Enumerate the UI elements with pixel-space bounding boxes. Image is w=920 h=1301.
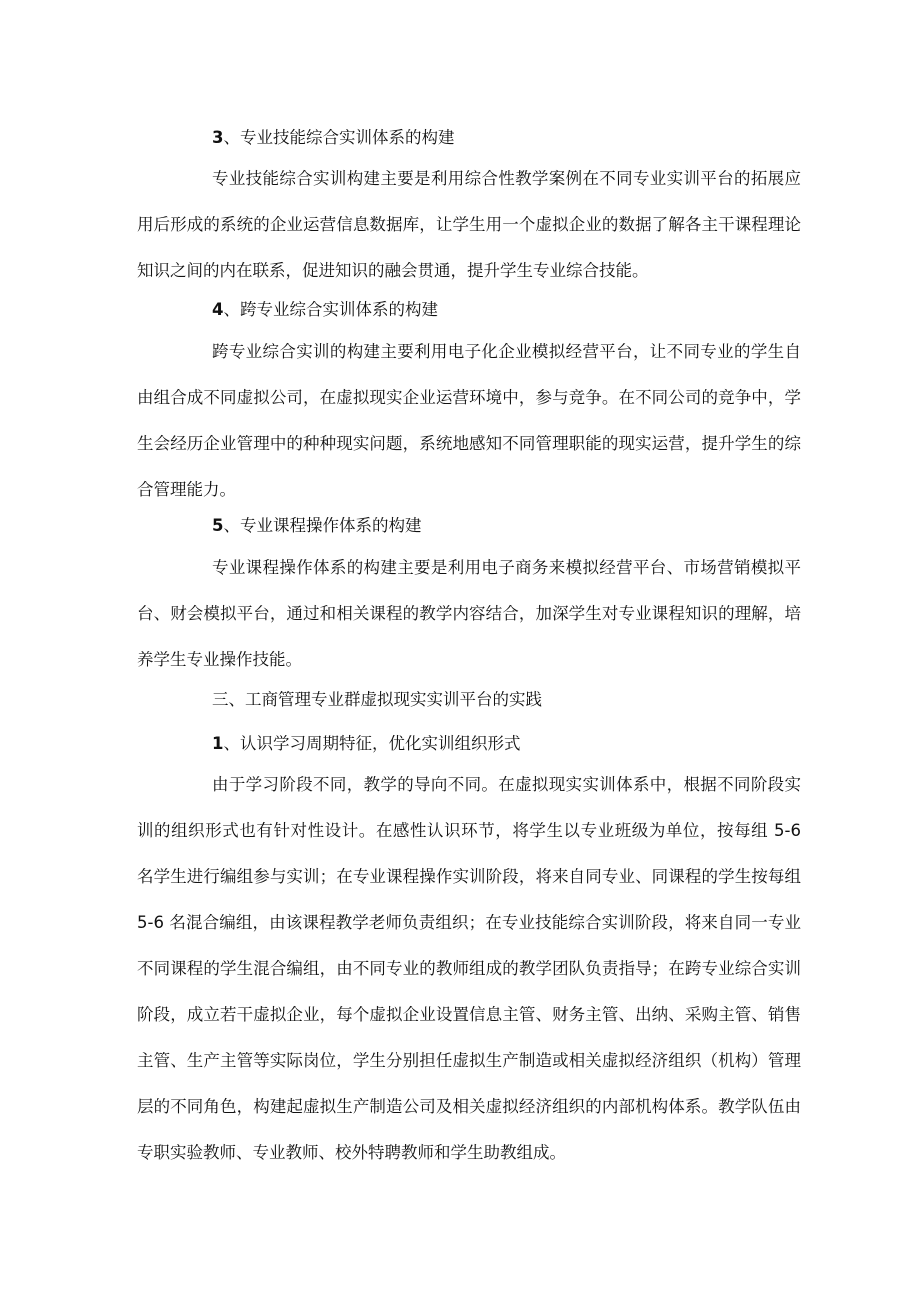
part-3-heading: 三、工商管理专业群虚拟现实实训平台的实践: [212, 690, 542, 709]
part-3-1-title: 、认识学习周期特征，优化实训组织形式: [223, 734, 521, 753]
part-3-1-number: 1: [212, 734, 224, 753]
section-4-number: 4: [212, 300, 224, 319]
section-4-heading: [0, 298, 478, 321]
section-3-number: 3: [212, 128, 224, 147]
section-5-paragraph: 专业课程操作体系的构建主要是利用电子商务来模拟经营平台、市场营销模拟平台、财会模拟平台，通过和相关课程的教学内容结合，加深学生对专业课程知识的理解，培养学生专业操作技能。: [137, 558, 801, 669]
part-3-1-paragraph: 由于学习阶段不同，教学的导向不同。在虚拟现实实训体系中，根据不同阶段实训的组织形式也有针对性设计。在感性认识环节，将学生以专业班级为单位，按每组 5-6 名学生进行编组参与实训；在专业课程操作实训阶段，将来自同专业、同课程的学生按每组 5-6 名混合编组，由该课程教学老师负责组织；在专业技能综合实训阶段，将来自同一专业不同课程的学生混合编组，由不同专业的教师组成的教学团队负责指导；在跨专业综合实训阶段，成立若干虚拟企业，每个虚拟企业设置信息主管、财务主管、出纳、采购主管、销售主管、生产主管等实际岗位，学生分别担任虚拟生产制造或相关虚拟经济组织（机构）管理层的不同角色，构建起虚拟生产制造公司及相关虚拟经济组织的内部机构体系。教学队伍由专职实验教师、专业教师、校外特聘教师和学生助教组成。: [137, 775, 801, 1162]
section-5-heading: [0, 514, 461, 537]
section-4-title: 、跨专业综合实训体系的构建: [223, 300, 438, 319]
section-3-title: 、专业技能综合实训体系的构建: [223, 128, 455, 147]
section-5-title: 、专业课程操作体系的构建: [223, 516, 422, 535]
part-3-1-heading: [0, 732, 560, 755]
section-5-number: 5: [212, 516, 224, 535]
section-3-paragraph: 专业技能综合实训构建主要是利用综合性教学案例在不同专业实训平台的拓展应用后形成的系统的企业运营信息数据库，让学生用一个虚拟企业的数据了解各主干课程理论知识之间的内在联系，促进知识的融会贯通，提升学生专业综合技能。: [137, 169, 801, 280]
section-4-paragraph: 跨专业综合实训的构建主要利用电子化企业模拟经营平台，让不同专业的学生自由组合成不同虚拟公司，在虚拟现实企业运营环境中，参与竞争。在不同公司的竞争中，学生会经历企业管理中的种种现实问题，系统地感知不同管理职能的现实运营，提升学生的综合管理能力。: [137, 342, 801, 499]
section-3-heading: [0, 126, 494, 149]
